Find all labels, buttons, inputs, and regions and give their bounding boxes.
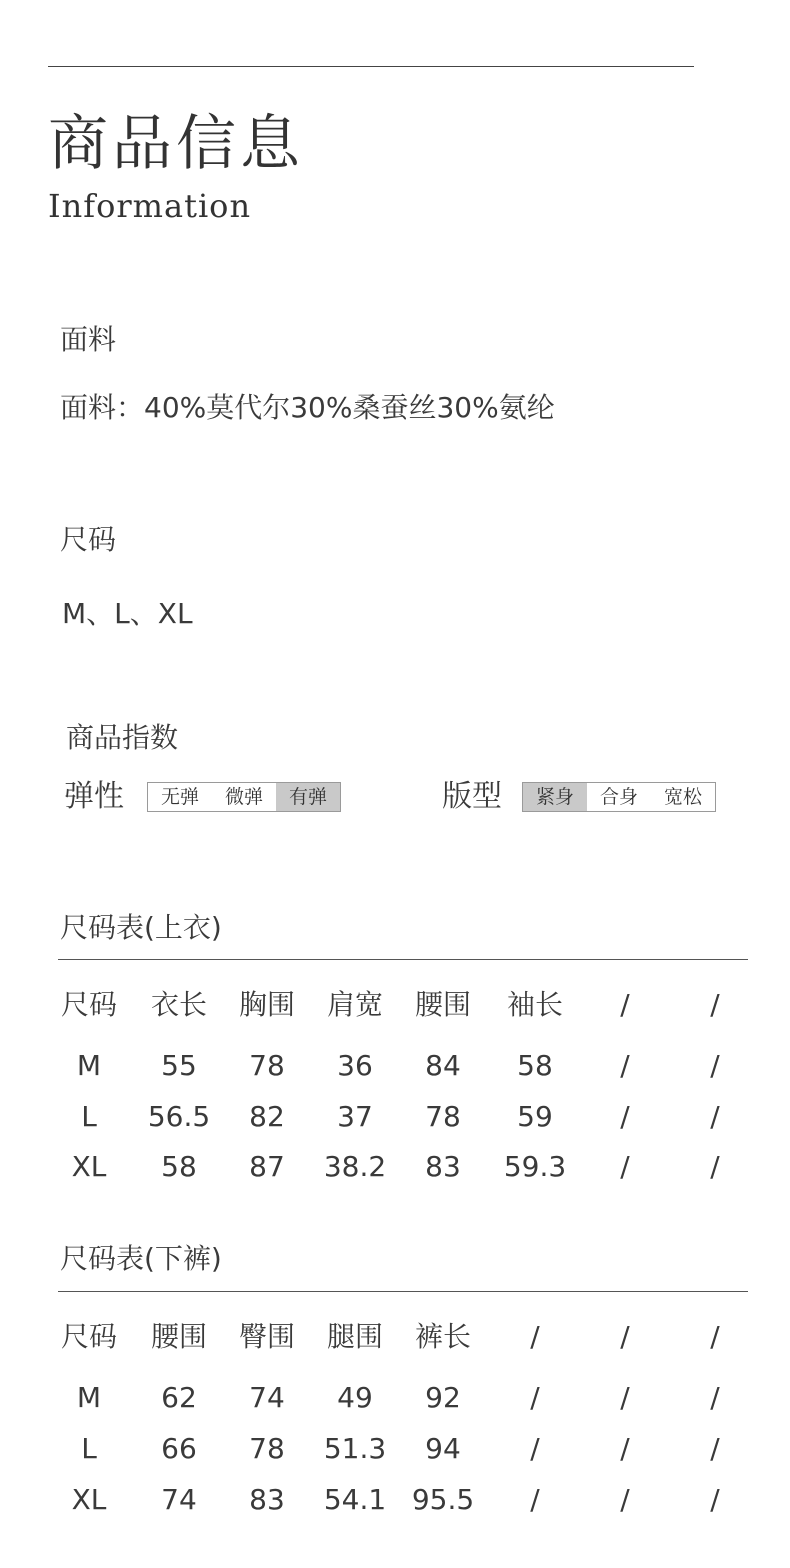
table-cell: 74 xyxy=(249,1381,285,1414)
table-cell: / xyxy=(620,1100,630,1133)
fit-option-regular: 合身 xyxy=(599,786,638,808)
table-cell: 78 xyxy=(249,1049,285,1082)
table-cell: 58 xyxy=(517,1049,553,1082)
table-cell: 51.3 xyxy=(323,1432,387,1465)
table-cell: / xyxy=(710,1432,720,1465)
fit-label: 版型 xyxy=(442,779,502,814)
table-cell: 92 xyxy=(425,1381,461,1414)
table-cell: 56.5 xyxy=(147,1100,211,1133)
table-cell: / xyxy=(530,1432,540,1465)
table-cell: 78 xyxy=(425,1100,461,1133)
table-cell: XL xyxy=(71,1483,107,1516)
table-cell: / xyxy=(620,1483,630,1516)
page-title: 商品信息 xyxy=(48,109,304,179)
table-row xyxy=(44,1482,754,1518)
size-content: M、L、XL xyxy=(62,597,193,630)
table-cell: M xyxy=(76,1049,102,1082)
table-cell: 83 xyxy=(249,1483,285,1516)
fit-scale xyxy=(522,782,716,812)
table-cell: / xyxy=(710,1150,720,1183)
table-header-cell: / xyxy=(620,1320,630,1353)
table-cell: / xyxy=(710,1049,720,1082)
table-cell: / xyxy=(710,1100,720,1133)
table-cell: 58 xyxy=(161,1150,197,1183)
table-row xyxy=(44,1149,754,1185)
table-cell: / xyxy=(620,1150,630,1183)
table-cell: / xyxy=(620,1049,630,1082)
table-header-cell: 肩宽 xyxy=(326,988,383,1021)
table-header-cell: / xyxy=(710,988,720,1021)
table-cell: 78 xyxy=(249,1432,285,1465)
table-cell: 55 xyxy=(161,1049,197,1082)
table-row xyxy=(44,1099,754,1135)
elasticity-label: 弹性 xyxy=(64,779,124,814)
page-subtitle: Information xyxy=(48,187,252,225)
table-cell: 82 xyxy=(249,1100,285,1133)
elasticity-option-slight: 微弹 xyxy=(224,786,263,808)
table-header-cell: / xyxy=(710,1320,720,1353)
table-header-cell: 衣长 xyxy=(150,988,207,1021)
elasticity-option-elastic: 有弹 xyxy=(276,783,340,811)
table-cell: / xyxy=(620,1432,630,1465)
table-cell: L xyxy=(81,1432,97,1465)
table-cell: 59 xyxy=(517,1100,553,1133)
table-cell: 59.3 xyxy=(503,1150,567,1183)
table-cell: L xyxy=(81,1100,97,1133)
bottom-size-table-title: 尺码表(下裤) xyxy=(60,1242,222,1275)
table-cell: 74 xyxy=(161,1483,197,1516)
table-cell: 38.2 xyxy=(323,1150,387,1183)
elasticity-scale xyxy=(147,782,341,812)
table-cell: 54.1 xyxy=(323,1483,387,1516)
table-cell: / xyxy=(710,1381,720,1414)
fit-option-loose: 宽松 xyxy=(663,786,702,808)
table-cell: 36 xyxy=(337,1049,373,1082)
bottom-size-table-header xyxy=(44,1319,754,1355)
top-size-table-divider xyxy=(58,959,748,960)
table-cell: 94 xyxy=(425,1432,461,1465)
elasticity-option-none: 无弹 xyxy=(160,786,199,808)
table-header-cell: 尺码 xyxy=(60,988,117,1021)
table-header-cell: 袖长 xyxy=(506,988,563,1021)
table-header-cell: 臀围 xyxy=(238,1320,295,1353)
table-cell: 62 xyxy=(161,1381,197,1414)
table-cell: XL xyxy=(71,1150,107,1183)
table-header-cell: 尺码 xyxy=(60,1320,117,1353)
top-size-table-header xyxy=(44,987,754,1023)
table-header-cell: 腰围 xyxy=(150,1320,207,1353)
table-header-cell: 裤长 xyxy=(414,1320,471,1353)
table-header-cell: 腰围 xyxy=(414,988,471,1021)
fit-option-slim: 紧身 xyxy=(523,783,587,811)
table-cell: 83 xyxy=(425,1150,461,1183)
fabric-heading: 面料 xyxy=(60,323,117,356)
table-cell: / xyxy=(620,1381,630,1414)
table-cell: 95.5 xyxy=(411,1483,475,1516)
table-cell: 37 xyxy=(337,1100,373,1133)
table-cell: M xyxy=(76,1381,102,1414)
size-heading: 尺码 xyxy=(60,523,117,556)
bottom-size-table-divider xyxy=(58,1291,748,1292)
product-index-heading: 商品指数 xyxy=(66,721,179,754)
fabric-content: 面料：40%莫代尔30%桑蚕丝30%氨纶 xyxy=(60,391,555,424)
top-size-table-title: 尺码表(上衣) xyxy=(60,911,222,944)
table-header-cell: / xyxy=(620,988,630,1021)
table-cell: 49 xyxy=(337,1381,373,1414)
table-header-cell: 腿围 xyxy=(326,1320,383,1353)
table-row xyxy=(44,1380,754,1416)
table-header-cell: / xyxy=(530,1320,540,1353)
table-cell: 66 xyxy=(161,1432,197,1465)
table-cell: 84 xyxy=(425,1049,461,1082)
table-cell: 87 xyxy=(249,1150,285,1183)
table-row xyxy=(44,1048,754,1084)
table-row xyxy=(44,1431,754,1467)
table-header-cell: 胸围 xyxy=(238,988,295,1021)
table-cell: / xyxy=(530,1483,540,1516)
top-divider xyxy=(48,66,694,67)
table-cell: / xyxy=(710,1483,720,1516)
table-cell: / xyxy=(530,1381,540,1414)
